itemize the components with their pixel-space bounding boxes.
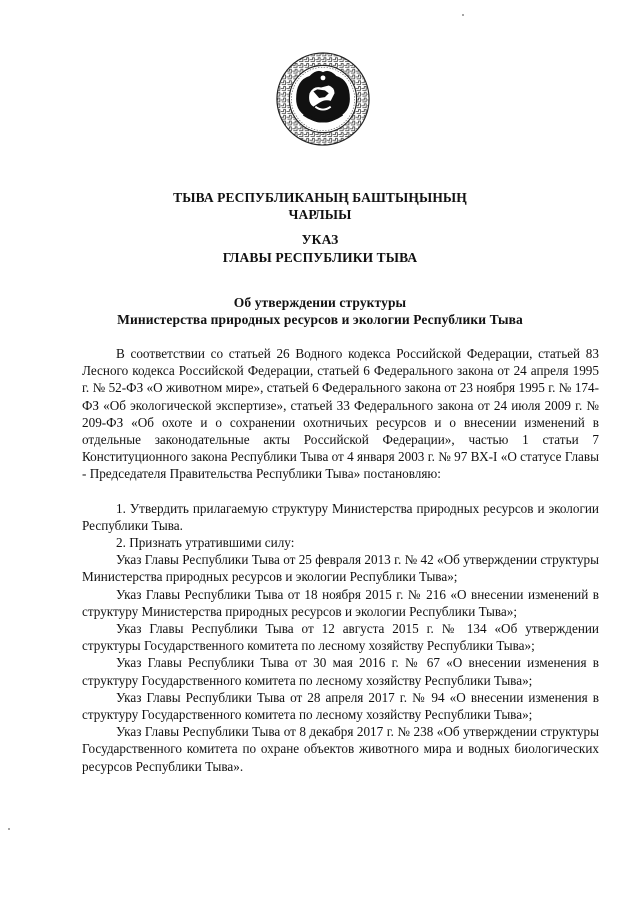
scan-speck	[8, 828, 10, 830]
item-2-paragraph: 2. Признать утратившими силу:	[116, 535, 295, 551]
head-title: ГЛАВЫ РЕСПУБЛИКИ ТЫВА	[222, 250, 418, 265]
repealed-decree-4: Указ Главы Республики Тыва от 30 мая 2016 г. № 67 «О внесении изменения в структуру Государственного комитета по лесному хозяйству Республики Тыва»;	[82, 655, 599, 688]
repealed-decree-1: Указ Главы Республики Тыва от 25 февраля 2013 г. № 42 «Об утверждении структуры Министерства природных ресурсов и экологии Республики Тыва»;	[82, 552, 599, 585]
tuvan-title-line2: ЧАРЛЫЫ	[288, 207, 352, 222]
decree-body	[82, 345, 599, 775]
repealed-decree-2: Указ Главы Республики Тыва от 18 ноября 2015 г. № 216 «О внесении изменений в структуру Министерства природных ресурсов и экологии Республики Тыва»;	[82, 586, 599, 619]
scan-speck	[462, 14, 464, 16]
coat-of-arms-icon	[275, 51, 371, 147]
preamble-paragraph: В соответствии со статьей 26 Водного кодекса Российской Федерации, статьей 83 Лесного кодекса Российской Федерации, статьей 6 Федерального закона от 24 апреля 1995 г. № 52-ФЗ «О животном мире», статьей 6 Федерального закона от 23 ноября 1995 г. № 174-ФЗ «Об экологической экспертизе», статьей 33 Федерального закона от 24 июля 2009 г. № 209-ФЗ «Об охоте и о сохранении охотничьих ресурсов и о внесении изменений в отдельные законодательные акты Российской Федерации», частью 1 статьи 7 Конституционного закона Республики Тыва от 4 января 2003 г. № 97 ВХ-I «О статусе Главы - Председателя Правительства Республики Тыва» постановляю:	[82, 346, 599, 482]
decree-title-line1: Об утверждении структуры	[233, 295, 407, 310]
decree-label: УКАЗ	[301, 232, 339, 247]
repealed-decree-3: Указ Главы Республики Тыва от 12 августа 2015 г. № 134 «Об утверждении структуры Государственного комитета по лесному хозяйству Республики Тыва»;	[82, 621, 599, 654]
repealed-decree-5: Указ Главы Республики Тыва от 28 апреля 2017 г. № 94 «О внесении изменения в структуру Государственного комитета по лесному хозяйству Республики Тыва»;	[82, 689, 599, 723]
tuvan-title-line1: ТЫВА РЕСПУБЛИКАНЫҢ БАШТЫҢЫНЫҢ	[173, 190, 467, 205]
item-1-paragraph: 1. Утвердить прилагаемую структуру Министерства природных ресурсов и экологии Республики Тыва.	[82, 500, 599, 533]
decree-title-line2: Министерства природных ресурсов и экологии Республики Тыва	[117, 312, 523, 327]
repealed-decree-6: Указ Главы Республики Тыва от 8 декабря 2017 г. № 238 «Об утверждении структуры Государственного комитета по охране объектов животного мира и водных биологических ресурсов Республики Тыва».	[82, 724, 599, 774]
